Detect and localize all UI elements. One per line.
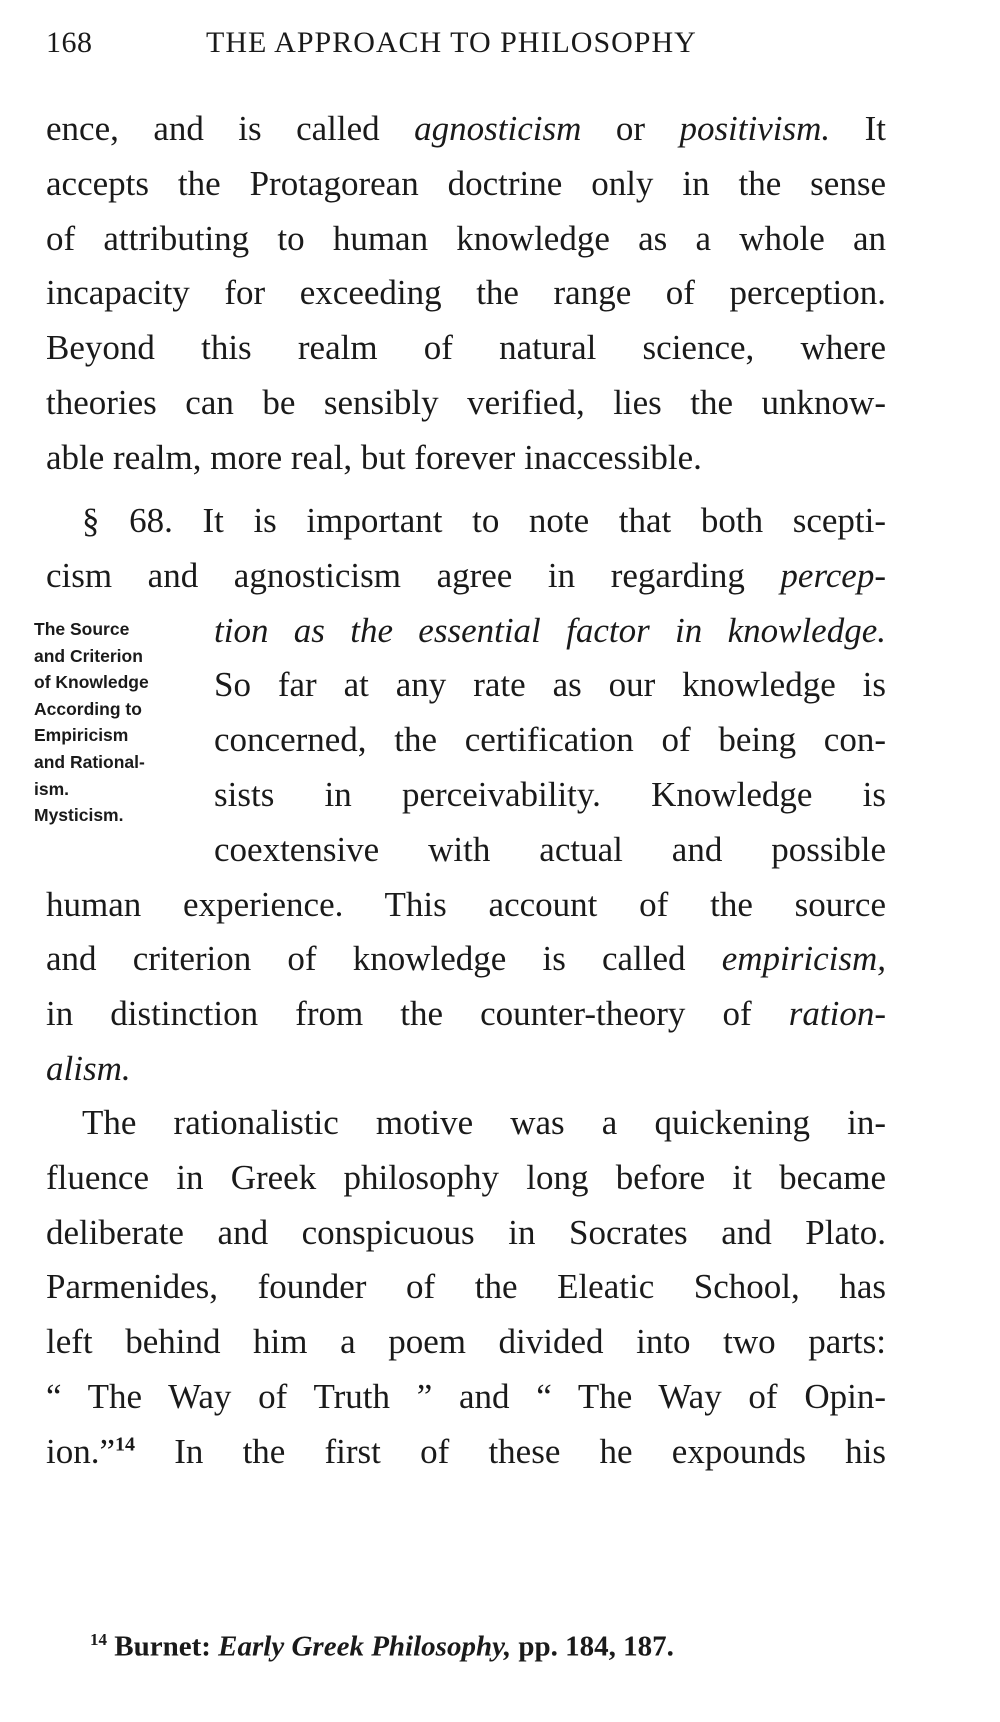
text-line: sists in perceivability. Knowledge is	[214, 774, 886, 814]
text-line: able realm, more real, but forever inaccessible.	[46, 437, 702, 477]
text-line: So far at any rate as our knowledge is	[214, 665, 886, 705]
sidenote-line: According to	[34, 698, 142, 719]
running-title: THE APPROACH TO PHILOSOPHY	[206, 26, 697, 59]
marginal-note	[34, 616, 204, 829]
page-number: 168	[46, 26, 93, 59]
text-line: tion as the essential factor in knowledge.	[214, 610, 886, 650]
sidenote-line: The Source	[34, 619, 130, 639]
text-line: deliberate and conspicuous in Socrates and Plato.	[46, 1212, 886, 1252]
sidenote-line: Mysticism.	[34, 805, 124, 826]
text-line: accepts the Protagorean doctrine only in the sense	[46, 163, 886, 203]
text-line: human experience. This account of the source	[46, 884, 886, 924]
text-line: theories can be sensibly verified, lies the unknow-	[46, 382, 886, 422]
sidenote-line: and Rational-	[34, 751, 145, 772]
footnote-marker: 14	[90, 1630, 107, 1649]
text-line: alism.	[46, 1048, 131, 1088]
text-line: coextensive with actual and possible	[214, 829, 886, 869]
text-line: The rationalistic motive was a quickening in-	[82, 1103, 886, 1142]
text-line: incapacity for exceeding the range of perception.	[46, 273, 886, 313]
footnote-reference[interactable]: 14	[115, 1433, 136, 1456]
sidenote-line: Empiricism	[34, 725, 129, 746]
text-line: cism and agnosticism agree in regarding percep-	[46, 555, 886, 595]
text-line: fluence in Greek philosophy long before it became	[46, 1157, 886, 1197]
sidenote-line: ism.	[34, 778, 70, 799]
text-line: left behind him a poem divided into two parts:	[46, 1322, 886, 1362]
sidenote-line: and Criterion	[34, 645, 143, 666]
text-line: ence, and is called agnosticism or positivism. It	[46, 109, 886, 148]
footnote-author: Burnet:	[114, 1630, 219, 1663]
footnote-work-title: Early Greek Philosophy,	[218, 1630, 512, 1663]
text-line: ion.”$^{14}$ In the first of these he expounds his	[46, 1431, 886, 1471]
text-line: Parmenides, founder of the Eleatic School, has	[46, 1267, 886, 1307]
text-line: in distinction from the counter-theory of ration-	[46, 994, 886, 1034]
text-line: of attributing to human knowledge as a whole an	[46, 218, 886, 258]
paragraph-continuation	[46, 102, 886, 486]
footnote-pages: pp. 184, 187.	[511, 1630, 674, 1663]
sidenote-line: of Knowledge	[34, 672, 149, 693]
text-line: § 68. It is important to note that both scepti-	[82, 501, 886, 540]
text-line: and criterion of knowledge is called empiricism,	[46, 939, 886, 979]
text-line: Beyond this realm of natural science, where	[46, 328, 886, 368]
text-line: “ The Way of Truth ” and “ The Way of Opin-	[46, 1376, 886, 1416]
text-line: concerned, the certification of being con-	[214, 720, 886, 760]
footnote	[90, 1630, 890, 1664]
paragraph-rationalism	[46, 1096, 886, 1480]
